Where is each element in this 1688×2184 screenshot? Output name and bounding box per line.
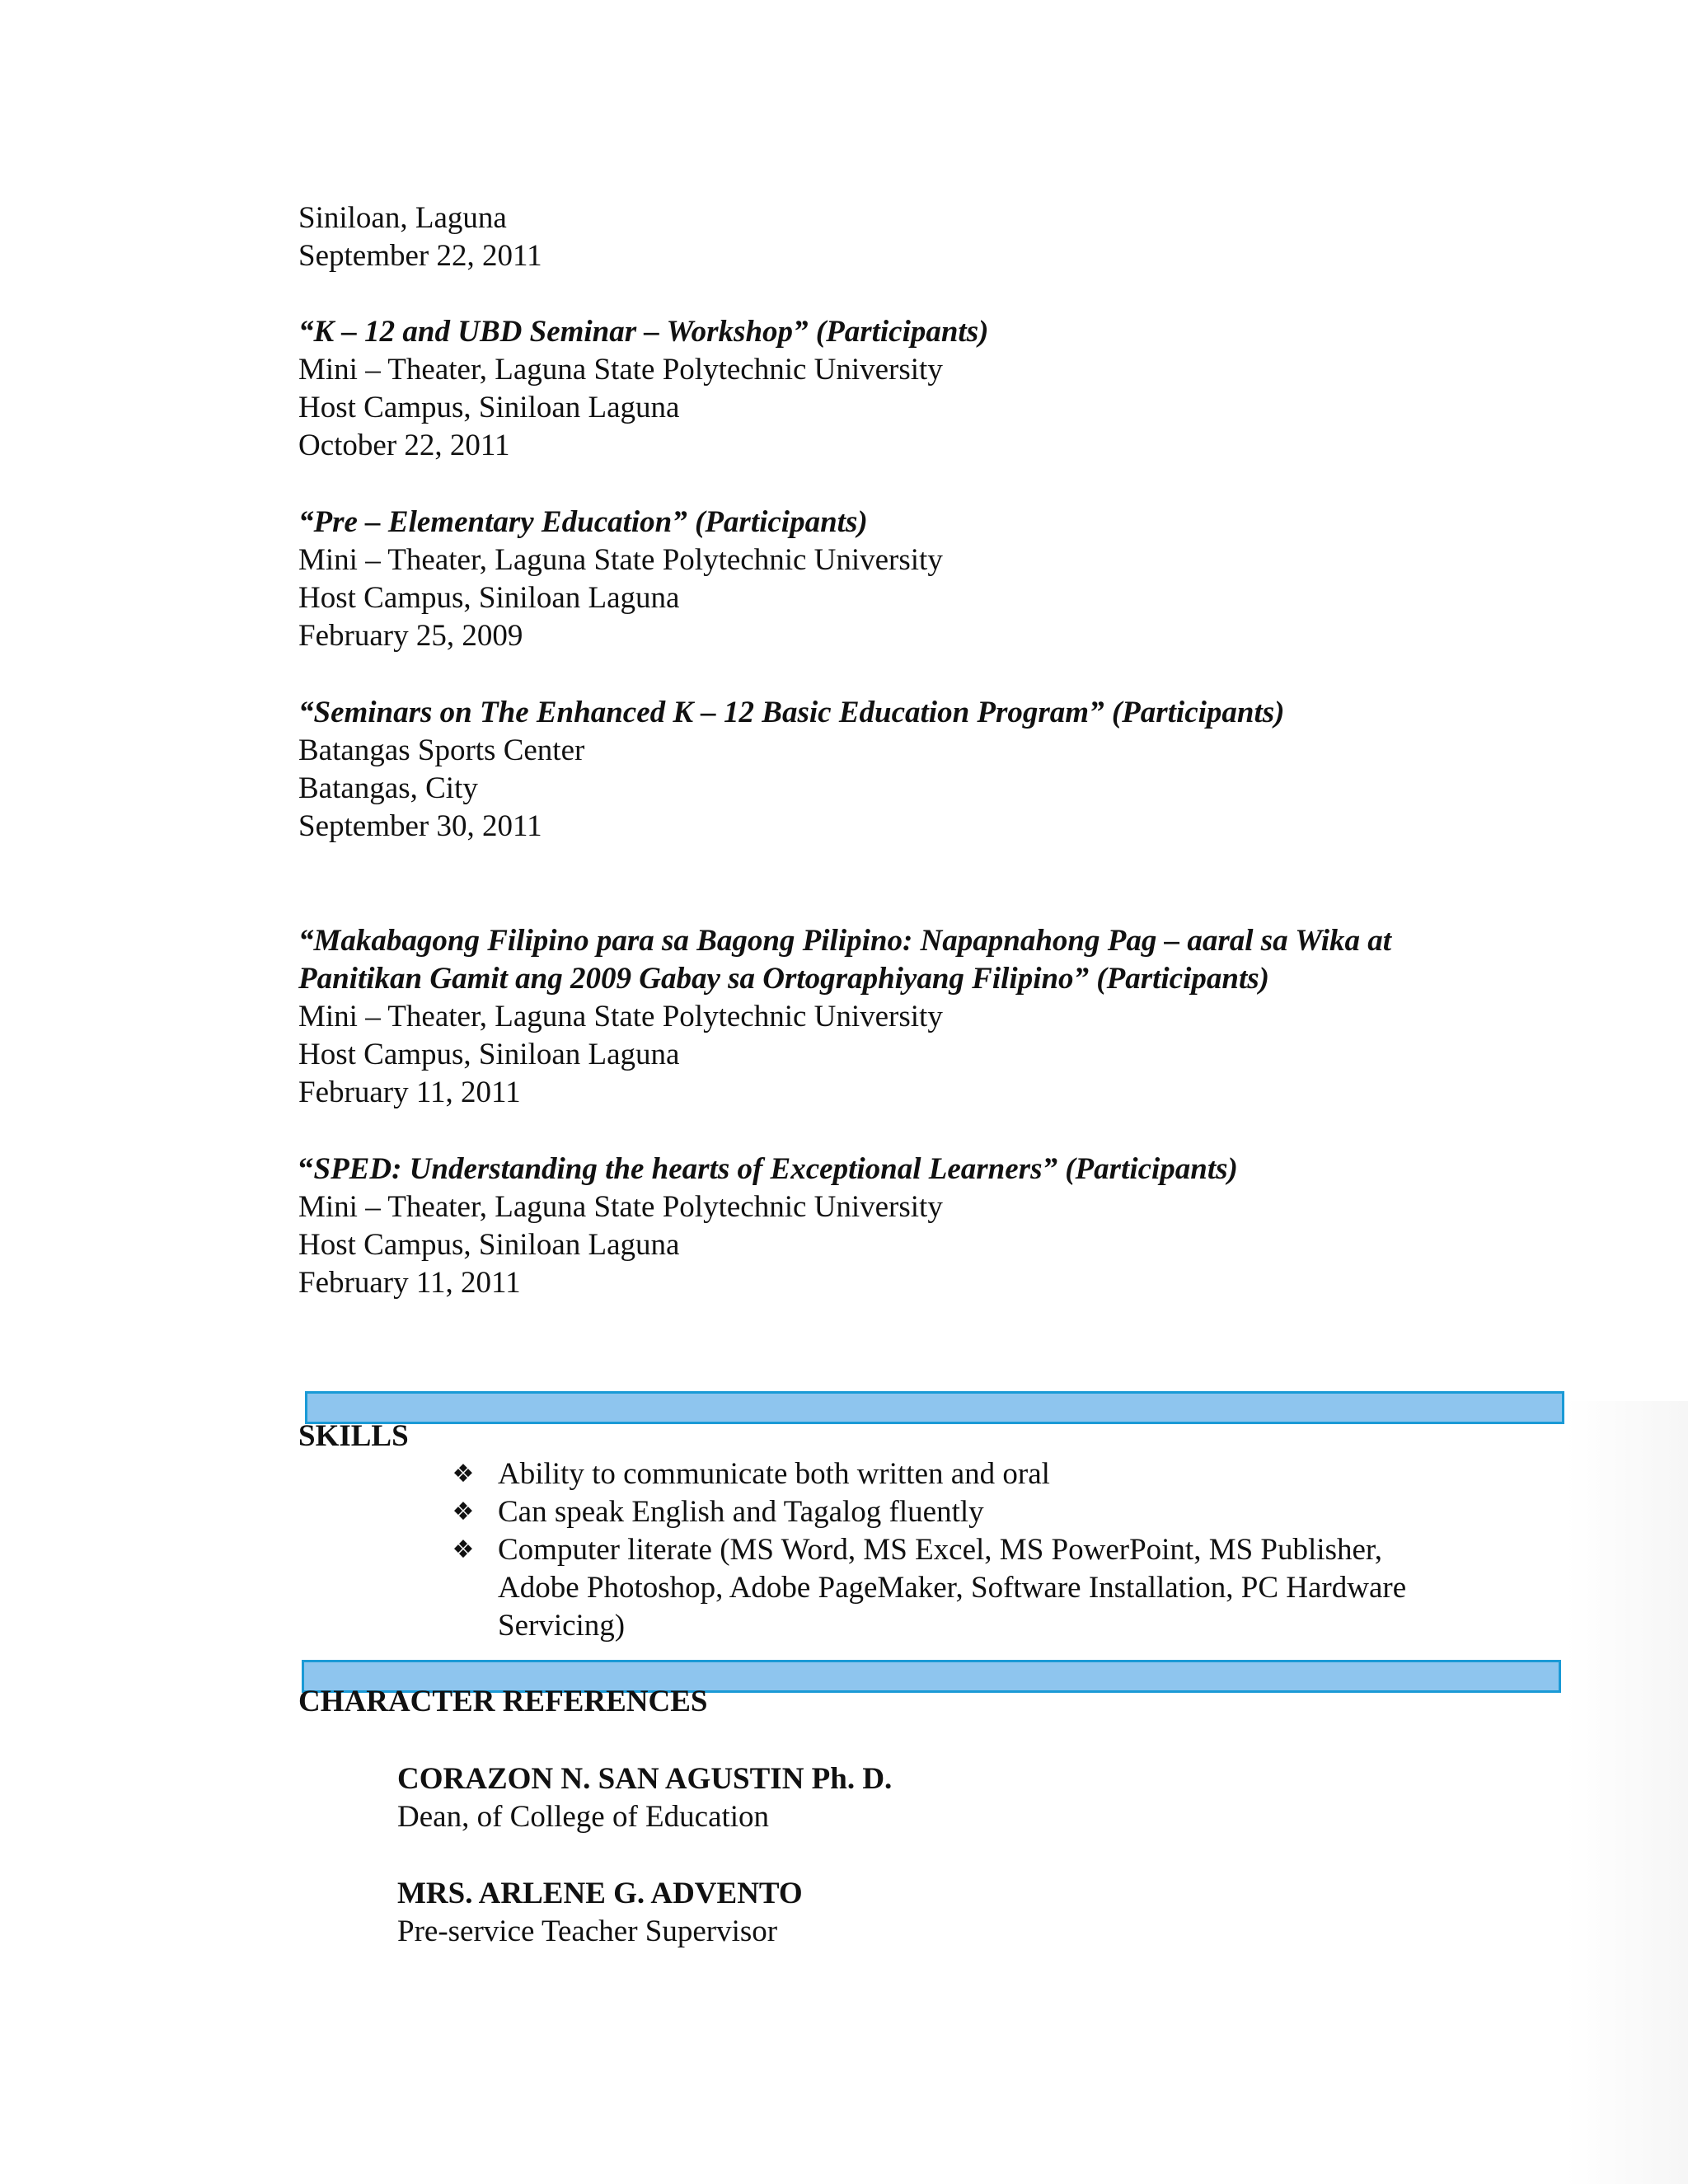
references-heading: CHARACTER REFERENCES (298, 1685, 708, 1718)
skills-heading: SKILLS (298, 1419, 409, 1453)
reference-name: CORAZON N. SAN AGUSTIN Ph. D. (397, 1762, 893, 1796)
seminar-venue: Mini – Theater, Laguna State Polytechnic University (298, 543, 943, 577)
seminar-title: “Makabagong Filipino para sa Bagong Pilipino: Napapnahong Pag – aaral sa Wika at (298, 924, 1392, 958)
seminar-date: October 22, 2011 (298, 429, 510, 462)
reference-name: MRS. ARLENE G. ADVENTO (397, 1877, 803, 1910)
seminar-date: February 11, 2011 (298, 1266, 521, 1300)
seminar-campus: Host Campus, Siniloan Laguna (298, 1038, 680, 1071)
skills-highlight-bar (305, 1391, 1564, 1424)
seminar-venue: Mini – Theater, Laguna State Polytechnic University (298, 1000, 943, 1033)
seminar-title: SPED: Understanding the hearts of Exceptional Learners” (Participants) (313, 1152, 1238, 1186)
header-location: Siniloan, Laguna (298, 201, 507, 235)
reference-role: Pre-service Teacher Supervisor (397, 1915, 778, 1948)
open-quote: “ (298, 1152, 314, 1186)
seminar-date: February 11, 2011 (298, 1076, 521, 1109)
seminar-campus: Host Campus, Siniloan Laguna (298, 581, 680, 615)
seminar-venue: Mini – Theater, Laguna State Polytechnic University (298, 353, 943, 387)
seminar-date: September 30, 2011 (298, 809, 542, 843)
diamond-bullet-icon: ❖ (452, 1535, 475, 1564)
header-date: September 22, 2011 (298, 239, 542, 273)
seminar-date: February 25, 2009 (298, 619, 523, 653)
diamond-bullet-icon: ❖ (452, 1460, 475, 1488)
page-edge-shadow (1566, 1401, 1688, 2184)
seminar-city: Batangas, City (298, 771, 478, 805)
skill-text-cont: Servicing) (498, 1609, 626, 1643)
seminar-title-cont: Panitikan Gamit ang 2009 Gabay sa Ortographiyang Filipino” (Participants) (298, 962, 1269, 996)
seminar-title-row (298, 1151, 1238, 1188)
skill-text: Ability to communicate both written and oral (498, 1457, 1050, 1491)
diamond-bullet-icon: ❖ (452, 1497, 475, 1526)
seminar-venue: Batangas Sports Center (298, 733, 585, 767)
seminar-campus: Host Campus, Siniloan Laguna (298, 391, 680, 424)
seminar-title: “Seminars on The Enhanced K – 12 Basic Education Program” (Participants) (298, 696, 1285, 729)
seminar-title: “K – 12 and UBD Seminar – Workshop” (Participants) (298, 315, 989, 349)
seminar-campus: Host Campus, Siniloan Laguna (298, 1228, 680, 1262)
skill-text-cont: Adobe Photoshop, Adobe PageMaker, Software Installation, PC Hardware (498, 1571, 1407, 1605)
reference-role: Dean, of College of Education (397, 1800, 770, 1834)
skill-text: Can speak English and Tagalog fluently (498, 1495, 984, 1529)
seminar-title: “Pre – Elementary Education” (Participants) (298, 505, 868, 539)
skill-text: Computer literate (MS Word, MS Excel, MS PowerPoint, MS Publisher, (498, 1533, 1382, 1567)
seminar-venue: Mini – Theater, Laguna State Polytechnic University (298, 1190, 943, 1224)
